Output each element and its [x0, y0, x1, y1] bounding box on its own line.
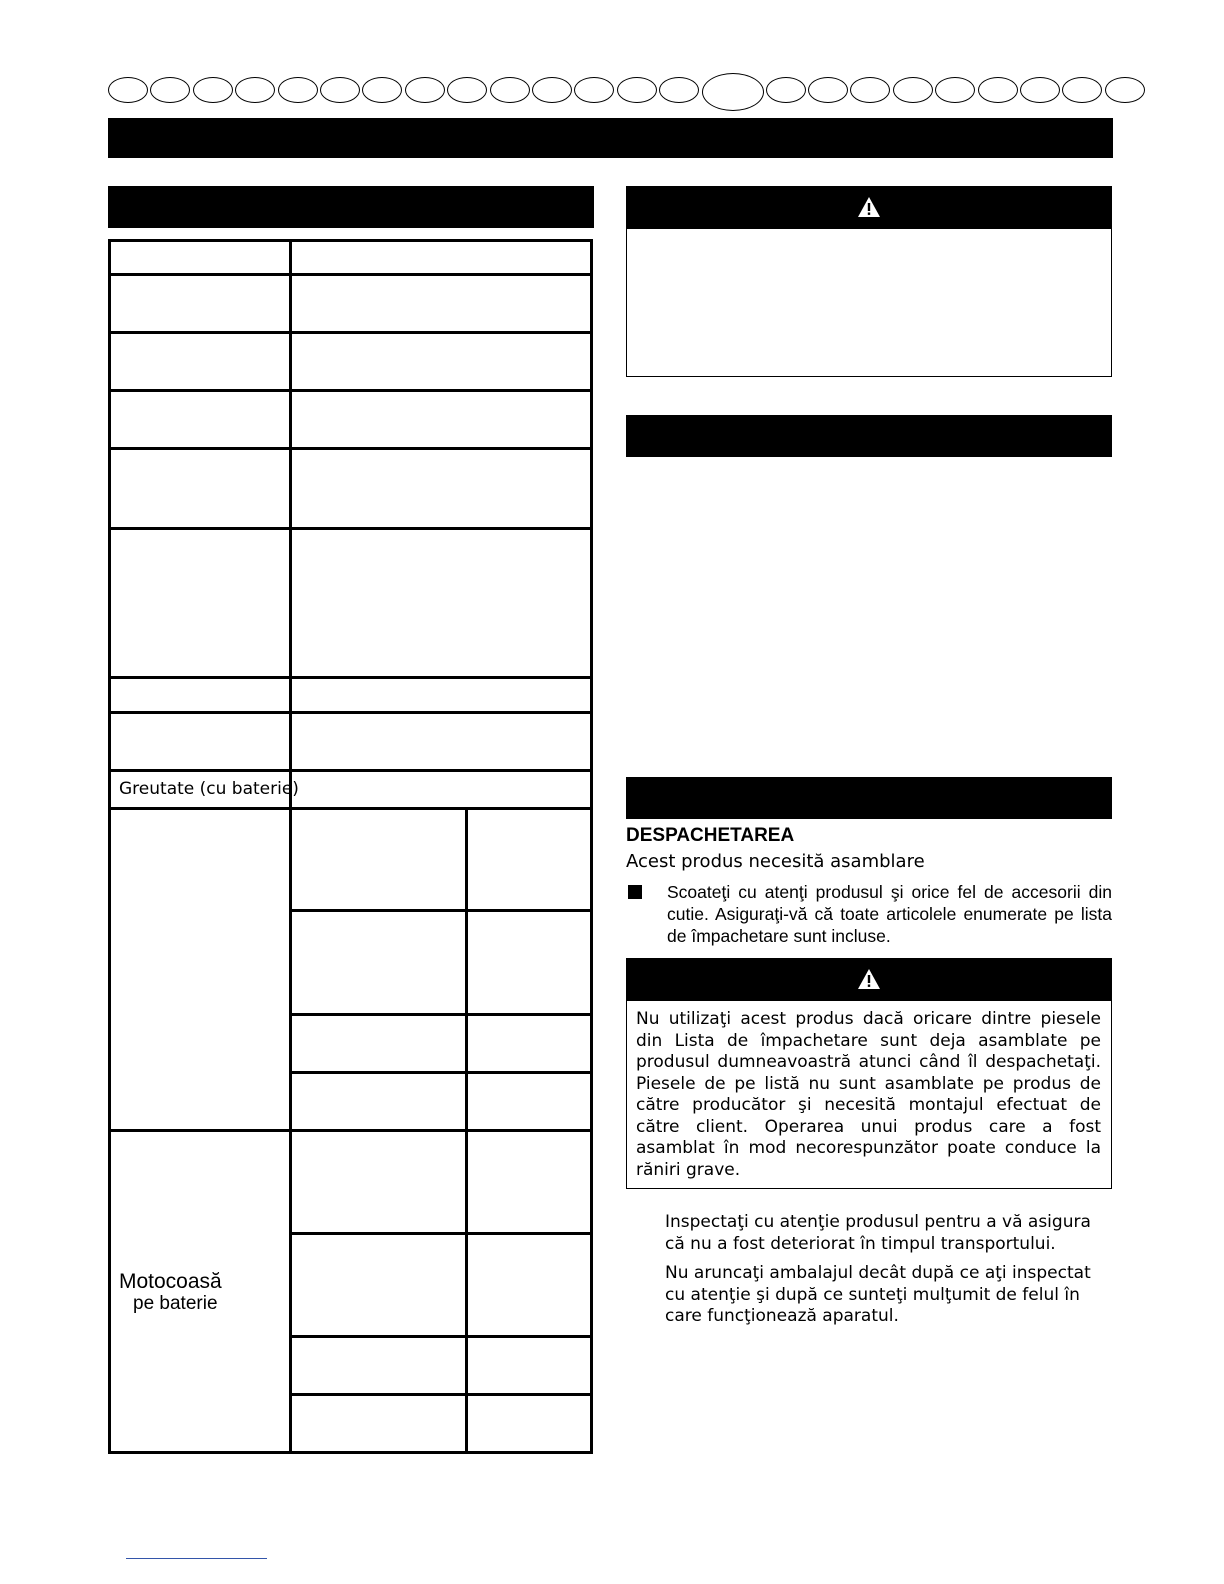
- language-tab[interactable]: [320, 77, 360, 103]
- table-subrow-divider: [289, 1013, 593, 1016]
- table-row-divider: [108, 527, 593, 530]
- language-tab[interactable]: [1105, 77, 1145, 103]
- language-tab[interactable]: [935, 77, 975, 103]
- table-row-divider: [108, 1129, 593, 1132]
- assembly-warning-header: [626, 958, 1112, 1000]
- table-row-divider: [108, 711, 593, 714]
- unpack-bullet-text: Scoateţi cu atenţi produsul şi orice fel de accesorii din cutie. Asiguraţi-vă că toate articolele enumerate pe lista de împachetare sunt incluse.: [667, 882, 1112, 946]
- language-tab[interactable]: [893, 77, 933, 103]
- packaging-paragraph: Nu aruncaţi ambalajul decât după ce aţi inspectat cu atenţie şi după ce sunteţi mulţumit de felul în care funcţionează aparatul.: [665, 1263, 1091, 1326]
- table-subrow-divider: [289, 1232, 593, 1235]
- middle-section-header: [626, 415, 1112, 457]
- inspect-paragraph: Inspectaţi cu atenţie produsul pentru a vă asigura că nu a fost deteriorat în timpul transportului.: [665, 1212, 1091, 1254]
- unpacking-heading: DESPACHETAREA: [626, 825, 795, 846]
- language-tab[interactable]: [532, 77, 572, 103]
- table-subrow-divider: [289, 1071, 593, 1074]
- language-tab[interactable]: [1020, 77, 1060, 103]
- language-tab[interactable]: [766, 77, 806, 103]
- language-tab[interactable]: [235, 77, 275, 103]
- language-tab[interactable]: [362, 77, 402, 103]
- table-row-divider: [108, 807, 593, 810]
- table-row-divider: [108, 769, 593, 772]
- language-tab[interactable]: [108, 77, 148, 103]
- language-tab[interactable]: [659, 77, 699, 103]
- specs-table: [108, 239, 593, 1454]
- product-label-line2: pe baterie: [133, 1293, 218, 1314]
- language-tab[interactable]: [808, 77, 848, 103]
- warning-triangle-icon: [857, 196, 881, 218]
- table-border-left: [108, 239, 111, 1454]
- language-tab[interactable]: [193, 77, 233, 103]
- language-tabs: [108, 73, 1112, 113]
- table-row-divider: [108, 331, 593, 334]
- language-tab[interactable]: [490, 77, 530, 103]
- assembly-warning-box: [626, 1000, 1112, 1189]
- weight-label: Greutate (cu baterie): [119, 779, 299, 799]
- language-tab[interactable]: [850, 77, 890, 103]
- product-label-line1: Motocoasă: [119, 1270, 222, 1293]
- unpack-bullet: [628, 881, 1112, 947]
- assembly-note: Acest produs necesită asamblare: [626, 851, 925, 872]
- table-border-top: [108, 239, 593, 242]
- table-subrow-divider: [289, 1335, 593, 1338]
- language-tab-active[interactable]: [702, 73, 764, 111]
- warning-header: [626, 186, 1112, 228]
- bullet-square-icon: [628, 885, 642, 899]
- language-tab[interactable]: [978, 77, 1018, 103]
- language-tab[interactable]: [447, 77, 487, 103]
- table-border-bottom: [108, 1451, 593, 1454]
- product-label: [119, 1271, 222, 1315]
- language-tab[interactable]: [574, 77, 614, 103]
- language-tab[interactable]: [278, 77, 318, 103]
- table-column-divider: [289, 239, 292, 1454]
- assembly-warning-text: Nu utilizaţi acest produs dacă oricare dintre piesele din Lista de împachetare sunt deja asamblate pe produsul dumneavoastră atunci când îl despachetaţi. Piesele de pe listă nu sunt asamblate pe produs de către producător şi necesită montajul efectuat de către client. Operarea unui produs care a fost asamblat în mod necorespunzător poate conduce la răniri grave.: [636, 1009, 1101, 1180]
- inspection-paragraphs: [665, 1212, 1112, 1336]
- language-tab[interactable]: [405, 77, 445, 103]
- specs-section-header: [108, 186, 594, 228]
- table-row-divider: [108, 447, 593, 450]
- table-row-divider: [108, 676, 593, 679]
- page-title-bar: [108, 118, 1113, 158]
- table-row-divider: [108, 389, 593, 392]
- assembly-section-header: [626, 777, 1112, 819]
- table-subrow-divider: [289, 1393, 593, 1396]
- warning-triangle-icon: [857, 968, 881, 990]
- language-tab[interactable]: [1062, 77, 1102, 103]
- footer-rule: [126, 1558, 267, 1559]
- warning-box-top: [626, 228, 1112, 377]
- language-tab[interactable]: [150, 77, 190, 103]
- table-border-right: [590, 239, 593, 1454]
- table-subrow-divider: [289, 909, 593, 912]
- language-tab[interactable]: [617, 77, 657, 103]
- table-row-divider: [108, 273, 593, 276]
